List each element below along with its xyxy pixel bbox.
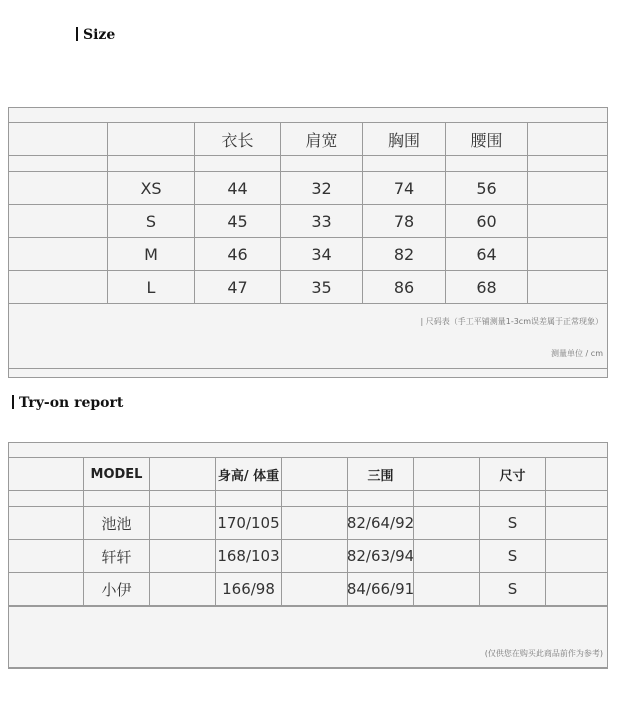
measurements-value: 84/66/91 xyxy=(347,573,413,605)
size-table xyxy=(8,107,608,378)
tryon-row xyxy=(9,540,607,573)
size-value: 56 xyxy=(445,172,527,204)
size-row-m xyxy=(9,238,607,271)
size-row-s xyxy=(9,205,607,238)
tryon-header-row xyxy=(9,458,607,491)
size-header-trailing xyxy=(527,123,608,155)
size-value: 78 xyxy=(362,205,445,237)
tryon-header-measurements: 三围 xyxy=(347,458,413,490)
size-value: 34 xyxy=(280,238,362,270)
tryon-table-spacer-top xyxy=(9,443,607,458)
size-header-chest: 胸围 xyxy=(362,123,445,155)
size-row-xs xyxy=(9,172,607,205)
size-value: 33 xyxy=(280,205,362,237)
size-label: L xyxy=(107,271,194,303)
tryon-row xyxy=(9,573,607,606)
size-value: 64 xyxy=(445,238,527,270)
size-table-spacer xyxy=(9,156,607,172)
size-chart-note: | 尺码表（手工平铺测量1-3cm误差属于正常现象） xyxy=(420,317,603,326)
size-value: 35 xyxy=(280,271,362,303)
measurement-unit-note: 测量单位 / cm xyxy=(551,349,603,358)
measurements-value: 82/63/94 xyxy=(347,540,413,572)
size-header-shoulder: 肩宽 xyxy=(280,123,362,155)
tryon-header-size: 尺寸 xyxy=(479,458,545,490)
height-weight-value: 166/98 xyxy=(215,573,281,605)
size-value: 60 xyxy=(445,205,527,237)
size-value: 47 xyxy=(194,271,280,303)
height-weight-value: 170/105 xyxy=(215,507,281,539)
size-value: S xyxy=(479,540,545,572)
model-name: 小伊 xyxy=(83,573,149,605)
size-value: 45 xyxy=(194,205,280,237)
size-table-header-row xyxy=(9,123,607,156)
title-bar-decoration xyxy=(12,395,14,409)
tryon-header-model: MODEL xyxy=(83,458,149,490)
model-name: 轩轩 xyxy=(83,540,149,572)
tryon-header-height-weight: 身高/ 体重 xyxy=(215,458,281,490)
tryon-section-title xyxy=(12,395,123,411)
size-header-empty xyxy=(107,123,194,155)
tryon-table xyxy=(8,442,608,669)
size-label: M xyxy=(107,238,194,270)
size-value: 32 xyxy=(280,172,362,204)
size-label: S xyxy=(107,205,194,237)
tryon-table-spacer xyxy=(9,491,607,507)
height-weight-value: 168/103 xyxy=(215,540,281,572)
size-value: S xyxy=(479,507,545,539)
tryon-row xyxy=(9,507,607,540)
size-header-length: 衣长 xyxy=(194,123,280,155)
size-value: 82 xyxy=(362,238,445,270)
size-header-waist: 腰围 xyxy=(445,123,527,155)
size-label: XS xyxy=(107,172,194,204)
size-value: 68 xyxy=(445,271,527,303)
size-value: 46 xyxy=(194,238,280,270)
size-value: S xyxy=(479,573,545,605)
size-value: 74 xyxy=(362,172,445,204)
size-title-text: Size xyxy=(83,27,116,43)
size-section-title xyxy=(76,27,115,43)
model-name: 池池 xyxy=(83,507,149,539)
tryon-title-text: Try-on report xyxy=(19,395,124,411)
size-value: 86 xyxy=(362,271,445,303)
size-table-spacer-top xyxy=(9,108,607,123)
tryon-reference-note: (仅供您在购买此商品前作为参考) xyxy=(484,649,603,658)
tryon-table-footer xyxy=(9,606,607,668)
measurements-value: 82/64/92 xyxy=(347,507,413,539)
title-bar-decoration xyxy=(76,27,78,41)
size-row-l xyxy=(9,271,607,304)
size-value: 44 xyxy=(194,172,280,204)
size-table-footer xyxy=(9,304,607,369)
